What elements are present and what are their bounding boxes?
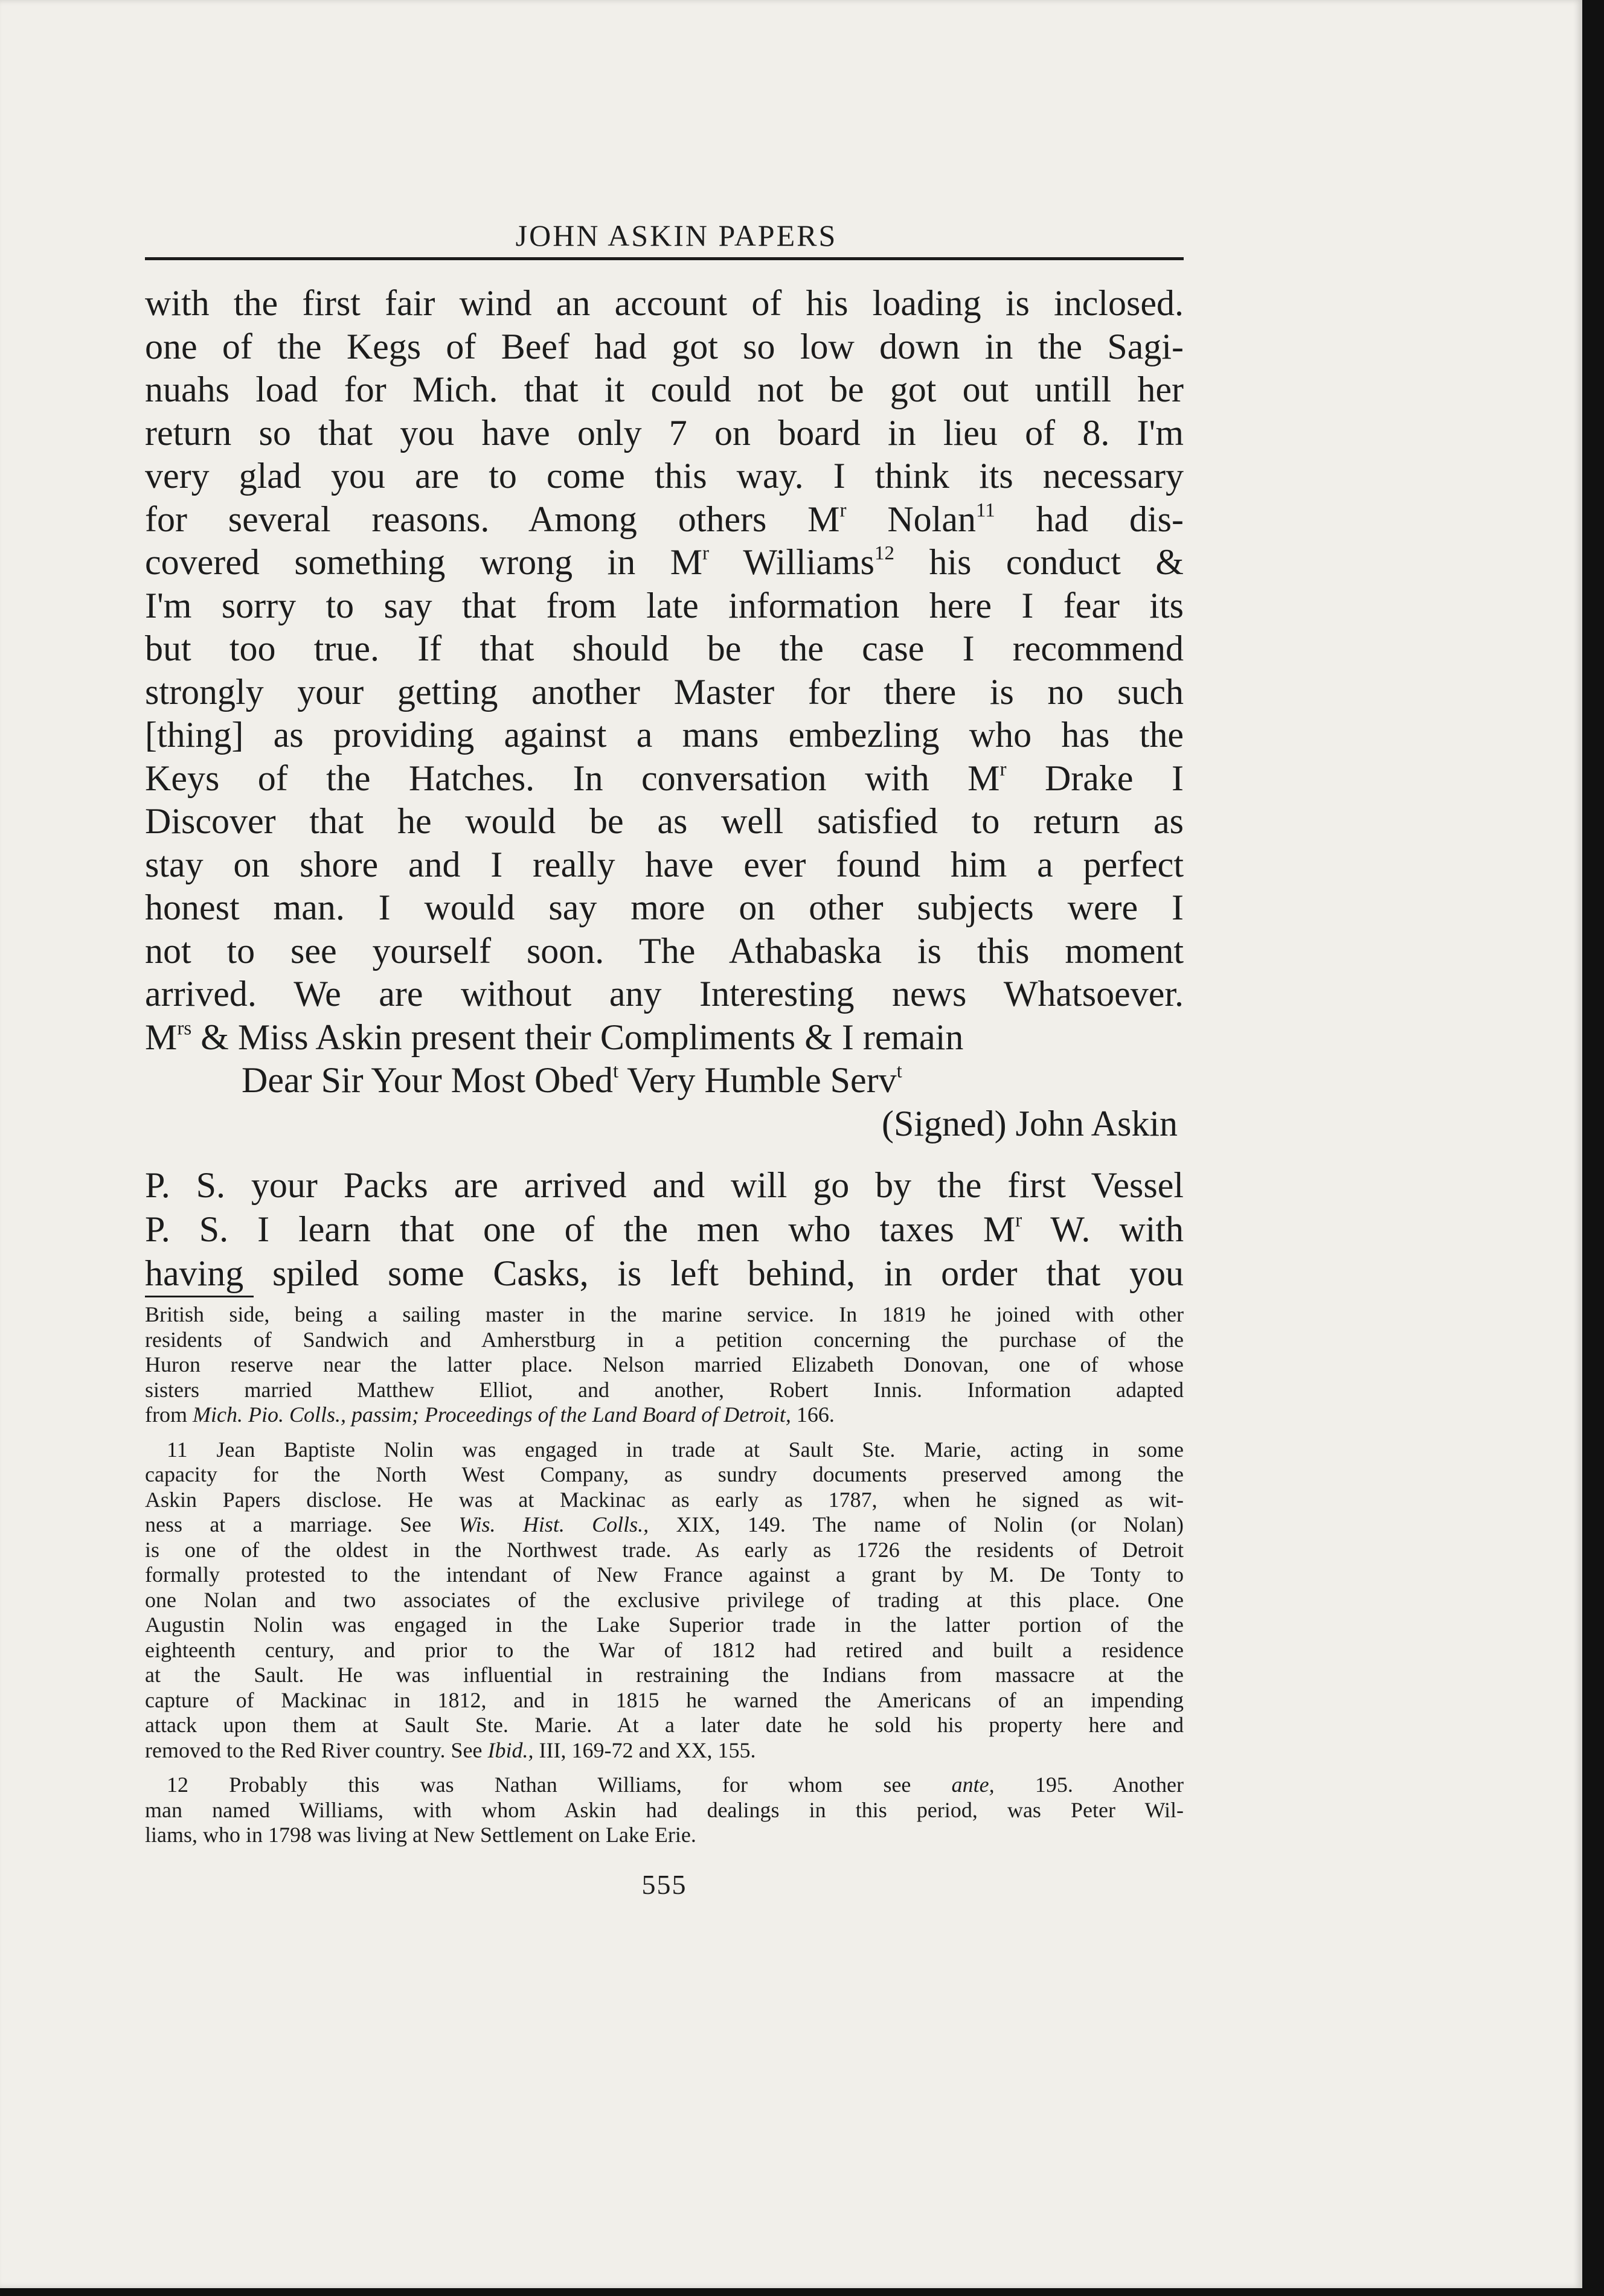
text-line: having spiled some Casks, is left behind, in order that you [145,1253,1184,1293]
footnote-line: at the Sault. He was influential in restraining the Indians from massacre at the [145,1663,1184,1687]
signature-line: (Signed) John Askin [881,1103,1178,1143]
footnote-line: capacity for the North West Company, as sundry documents preserved among the [145,1462,1184,1486]
text-line: return so that you have only 7 on board in lieu of 8. I'm [145,412,1184,453]
footnote-line: removed to the Red River country. See Ibid., III, 169-72 and XX, 155. [145,1738,756,1762]
scan-edge-shadow [0,2288,1604,2296]
text-line: Keys of the Hatches. In conversation with $M^r$ Drake I [145,758,1184,798]
text-line: very glad you are to come this way. I think its necessary [145,456,1184,496]
text-line: honest man. I would say more on other subjects were I [145,887,1184,927]
text-line: with the first fair wind an account of his loading is inclosed. [145,283,1184,323]
footnote-ref-12: 12 [874,542,894,564]
scan-edge-shadow [1582,0,1604,2296]
footnote-line: formally protested to the intendant of New France against a grant by M. De Tonty to [145,1562,1184,1587]
text-line: P. S. I learn that one of the men who taxes $M^r$ W. with [145,1209,1184,1249]
text-line: stay on shore and I really have ever found him a perfect [145,844,1184,884]
footnote-line: eighteenth century, and prior to the War of 1812 had retired and built a residence [145,1637,1184,1662]
footnote-line: Huron reserve near the latter place. Nelson married Elizabeth Donovan, one of whose [145,1352,1184,1377]
header-rule [145,257,1184,260]
footnote-line: 11 Jean Baptiste Nolin was engaged in trade at Sault Ste. Marie, acting in some [167,1437,1184,1462]
complimentary-close: Dear Sir Your Most Obed$^t$ Very Humble Serv$^t$ [242,1060,902,1100]
text-line: but too true. If that should be the case I recommend [145,628,1184,668]
footnote-line: Augustin Nolin was engaged in the Lake Superior trade in the latter portion of the [145,1613,1184,1637]
text-line: one of the Kegs of Beef had got so low down in the Sagi- [145,326,1184,366]
text-line: covered something wrong in $M^r$ Williams$^{12}$ his conduct & [145,542,1184,582]
footnote-line: British side, being a sailing master in the marine service. In 1819 he joined with other [145,1302,1184,1326]
text-line: $M^{rs}$ & Miss Askin present their Compliments & I remain [145,1017,964,1057]
footnote-line: 12 Probably this was Nathan Williams, for whom see ante, 195. Another [167,1773,1184,1797]
footnote-rule [145,1296,254,1297]
running-head: JOHN ASKIN PAPERS [515,219,838,252]
page-number: 555 [641,1869,687,1900]
footnote-line: capture of Mackinac in 1812, and in 1815 he warned the Americans of an impending [145,1687,1184,1712]
footnotes [145,1302,1184,1848]
footnote-line: man named Williams, with whom Askin had dealings in this period, was Peter Wil- [145,1797,1184,1822]
footnote-line: liams, who in 1798 was living at New Settlement on Lake Erie. [145,1823,696,1847]
footnote-line: from Mich. Pio. Colls., passim; Proceedings of the Land Board of Detroit, 166. [145,1402,835,1427]
text-line: I'm sorry to say that from late information here I fear its [145,585,1184,625]
footnote-10-continued [145,1302,1184,1428]
footnote-line: one Nolan and two associates of the exclusive privilege of trading at this place. One [145,1587,1184,1612]
footnote-11 [145,1437,1184,1764]
footnote-line: sisters married Matthew Elliot, and another, Robert Innis. Information adapted [145,1377,1184,1402]
text-line: [thing] as providing against a mans embezling who has the [145,715,1184,755]
text-line: arrived. We are without any Interesting news Whatsoever. [145,974,1184,1014]
footnote-ref-11: 11 [975,499,995,521]
text-line: nuahs load for Mich. that it could not be got out untill her [145,369,1184,409]
footnote-12 [145,1773,1184,1848]
text-line: P. S. your Packs are arrived and will go by the first Vessel [145,1165,1184,1205]
letter-body [145,282,1184,1145]
footnote-line: is one of the oldest in the Northwest trade. As early as 1726 the residents of Detroit [145,1537,1184,1562]
footnote-line: residents of Sandwich and Amherstburg in a petition concerning the purchase of the [145,1327,1184,1352]
footnote-line: Askin Papers disclose. He was at Mackinac as early as 1787, when he signed as wit- [145,1487,1184,1512]
footnote-line: attack upon them at Sault Ste. Marie. At a later date he sold his property here and [145,1713,1184,1737]
page-content [145,217,1184,1901]
postscript [145,1163,1184,1296]
text-line: not to see yourself soon. The Athabaska is this moment [145,930,1184,971]
text-line: for several reasons. Among others $M^r$ Nolan$^{11}$ had dis- [145,499,1184,539]
text-line: Discover that he would be as well satisfied to return as [145,801,1184,841]
text-line: strongly your getting another Master for there is no such [145,671,1184,712]
footnote-line: ness at a marriage. See Wis. Hist. Colls., XIX, 149. The name of Nolin (or Nolan) [145,1512,1184,1537]
